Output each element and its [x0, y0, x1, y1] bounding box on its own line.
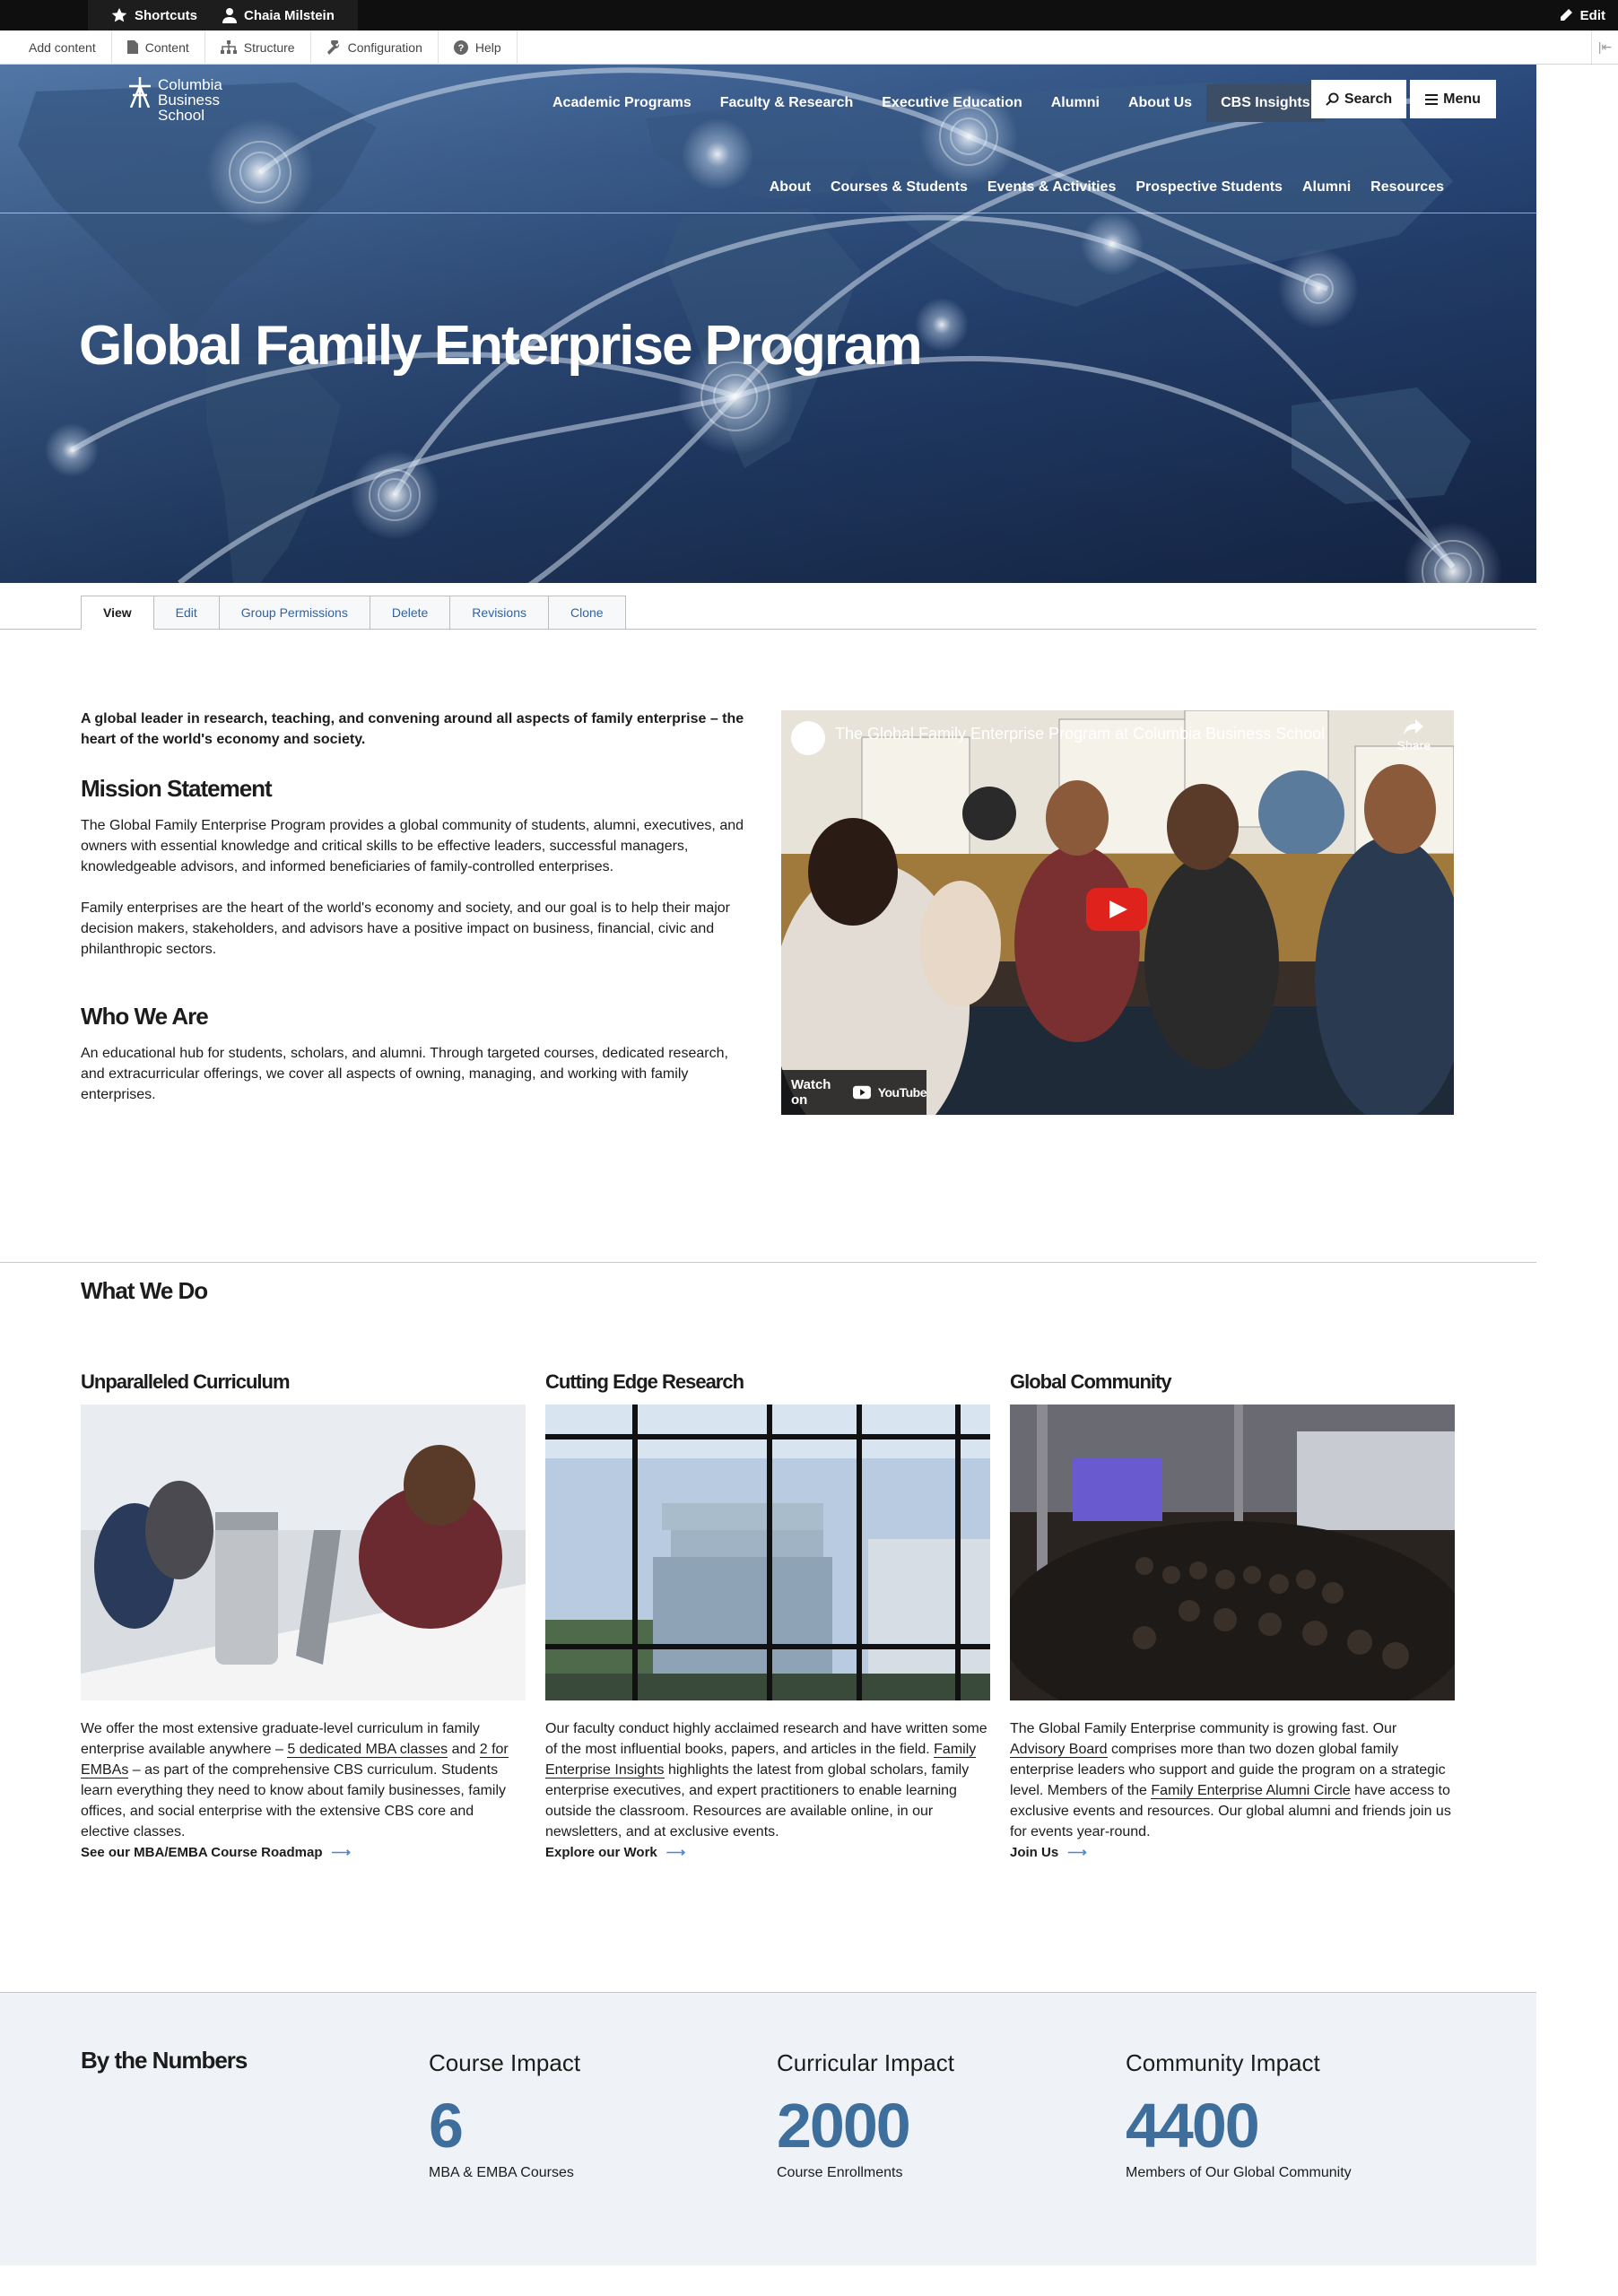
search-icon — [1326, 92, 1339, 106]
share-label: Share — [1396, 738, 1431, 752]
collapse-icon: |⇤ — [1597, 39, 1613, 54]
edit-toggle[interactable] — [1559, 0, 1605, 30]
curriculum-text: We offer the most extensive graduate-level curriculum in family enterprise available anywhere – 5 dedicated MBA classes and 2 for EMBAs – as part of the comprehensive CBS curriculum. Students learn everything they need to know about family businesses, family offices, and social enterprise with the extensive CBS core and elective classes. — [81, 1721, 509, 1839]
user-icon — [222, 7, 237, 23]
logo-line-2: Business — [158, 91, 220, 109]
tray-structure[interactable] — [205, 30, 311, 65]
stat-value: 6 — [429, 2091, 462, 2161]
nav-faculty-research[interactable]: Faculty & Research — [719, 95, 854, 110]
research-image — [545, 1405, 990, 1700]
stat-value: 4400 — [1126, 2091, 1258, 2161]
tray-label: Help — [474, 39, 501, 55]
youtube-video-embed[interactable] — [781, 710, 1454, 1115]
subnav-about[interactable]: About — [769, 179, 811, 195]
mba-classes-link[interactable]: 5 dedicated MBA classes — [287, 1742, 448, 1757]
advisory-board-link[interactable]: Advisory Board — [1010, 1742, 1108, 1757]
course-roadmap-link[interactable] — [81, 1844, 526, 1860]
by-the-numbers — [0, 1992, 1536, 2266]
nav-academic-programs[interactable]: Academic Programs — [552, 95, 692, 110]
cta-label: See our MBA/EMBA Course Roadmap — [81, 1844, 323, 1860]
explore-work-link[interactable] — [545, 1844, 990, 1860]
toolbar-tabs — [88, 0, 358, 30]
tray-content[interactable] — [112, 30, 205, 65]
stat-description: Course Enrollments — [777, 2165, 903, 2180]
nav-executive-education[interactable]: Executive Education — [882, 95, 1022, 110]
admin-tray — [0, 30, 1618, 65]
community-column — [1010, 1370, 1455, 1860]
who-we-are-heading: Who We Are — [81, 1003, 208, 1030]
user-tab[interactable] — [210, 0, 347, 30]
shortcuts-label: Shortcuts — [135, 7, 198, 23]
tab-clone[interactable]: Clone — [549, 596, 626, 630]
tray-help[interactable] — [439, 30, 518, 65]
stat-value: 2000 — [777, 2091, 909, 2161]
stat-label: Community Impact — [1126, 2049, 1320, 2076]
cta-label: Explore our Work — [545, 1844, 657, 1860]
section-subnav — [0, 167, 1536, 213]
arrow-right-icon: ⟶ — [665, 1845, 686, 1860]
local-tasks — [0, 596, 1536, 630]
subnav-courses-students[interactable]: Courses & Students — [830, 179, 968, 195]
tray-label: Content — [144, 39, 189, 55]
cta-label: Join Us — [1010, 1844, 1059, 1860]
svg-text:?: ? — [457, 42, 465, 54]
community-text: The Global Family Enterprise community is growing fast. Our Advisory Board comprises more than two dozen global family enterprise leaders who support and guide the program on a strategic level. Members of the Family Enterprise Alumni Circle have access to exclusive events and resources. Our global alumni and friends join us for events year-round. — [1010, 1721, 1451, 1839]
cbs-logo[interactable] — [127, 77, 222, 123]
logo-line-1: Columbia — [158, 76, 222, 93]
stat-course-impact — [429, 2049, 580, 2181]
stat-label: Course Impact — [429, 2049, 581, 2076]
help-icon — [454, 40, 468, 55]
arrow-right-icon: ⟶ — [331, 1845, 351, 1860]
share-button[interactable] — [1397, 719, 1431, 752]
arrow-right-icon: ⟶ — [1067, 1845, 1087, 1860]
numbers-heading: By the Numbers — [81, 2047, 248, 2074]
subnav-prospective-students[interactable]: Prospective Students — [1135, 179, 1283, 195]
section-divider — [0, 1262, 1536, 1263]
share-icon — [1404, 719, 1423, 735]
stat-label: Curricular Impact — [777, 2049, 954, 2076]
tab-edit[interactable]: Edit — [154, 596, 220, 630]
youtube-label: YouTube — [877, 1085, 926, 1100]
what-we-do-heading: What We Do — [81, 1277, 208, 1304]
page-title: Global Family Enterprise Program — [79, 315, 921, 377]
tab-revisions[interactable]: Revisions — [450, 596, 549, 630]
alumni-circle-link[interactable]: Family Enterprise Alumni Circle — [1151, 1783, 1351, 1798]
column-heading: Unparalleled Curriculum — [81, 1370, 290, 1393]
watch-on-youtube[interactable] — [781, 1070, 926, 1115]
document-icon — [127, 40, 138, 54]
stat-description: Members of Our Global Community — [1126, 2165, 1352, 2180]
mission-paragraph-1: The Global Family Enterprise Program provides a global community of students, alumni, executives, and owners with essential knowledge and critical skills to be effective leaders, successful managers, knowledgeable advisors, and informed beneficiaries of family-controlled enterprises. — [81, 818, 744, 874]
tray-label: Structure — [243, 39, 295, 55]
tray-label: Configuration — [347, 39, 422, 55]
search-label: Search — [1344, 91, 1393, 107]
curriculum-column — [81, 1370, 526, 1860]
play-button[interactable] — [1086, 888, 1147, 931]
crown-logo-icon — [127, 77, 152, 108]
hamburger-icon — [1425, 94, 1438, 105]
tray-orientation-toggle[interactable] — [1591, 30, 1618, 64]
admin-toolbar — [0, 0, 1618, 30]
subnav-events-activities[interactable]: Events & Activities — [987, 179, 1117, 195]
subnav-resources[interactable]: Resources — [1370, 179, 1444, 195]
user-name: Chaia Milstein — [244, 7, 335, 23]
logo-line-3: School — [158, 107, 204, 124]
tray-label: Add content — [29, 39, 96, 55]
join-us-link[interactable] — [1010, 1844, 1455, 1860]
wrench-icon — [326, 40, 341, 55]
stat-curricular-impact — [777, 2049, 954, 2181]
shortcuts-tab[interactable] — [99, 0, 210, 30]
tray-add-content[interactable] — [0, 30, 112, 65]
tray-configuration[interactable] — [311, 30, 439, 65]
column-heading: Global Community — [1010, 1370, 1171, 1393]
curriculum-image — [81, 1405, 526, 1700]
community-image — [1010, 1405, 1455, 1700]
intro-section — [81, 709, 755, 1126]
research-text: Our faculty conduct highly acclaimed research and have written some of the most influential books, papers, and articles in the field. Family Enterprise Insights highlights the latest from global scholars, family enterprise executives, and expert practitioners to enable learning outside the classroom. Resources are available online, in our newsletters, and at exclusive events. — [545, 1721, 987, 1839]
stat-community-impact — [1126, 2049, 1352, 2181]
watch-label: Watch on — [791, 1077, 831, 1108]
tab-group-permissions[interactable]: Group Permissions — [220, 596, 370, 630]
emba-link[interactable]: 2 for EMBAs — [81, 1742, 509, 1778]
edit-label: Edit — [1579, 7, 1605, 23]
mission-paragraph-2: Family enterprises are the heart of the world's economy and society, and our goal is to help their major decision makers, stakeholders, and advisors have a positive impact on business, financial, civic and philanthropic sectors. — [81, 900, 731, 957]
nav-cbs-insights[interactable]: CBS Insights — [1206, 84, 1325, 122]
video-title[interactable]: The Global Family Enterprise Program at Columbia Business School — [835, 725, 1326, 743]
subnav-alumni[interactable]: Alumni — [1301, 179, 1352, 195]
column-heading: Cutting Edge Research — [545, 1370, 744, 1393]
youtube-logo-icon — [853, 1085, 871, 1100]
who-we-are-paragraph: An educational hub for students, scholars, and alumni. Through targeted courses, dedicated research, and extracurricular offerings, we cover all aspects of owning, managing, and working with family enterprises. — [81, 1046, 728, 1102]
nav-alumni[interactable]: Alumni — [1050, 95, 1100, 110]
hero-banner — [0, 65, 1536, 583]
intro-lead: A global leader in research, teaching, and convening around all aspects of family enterprise – the heart of the world's economy and society. — [81, 711, 744, 747]
mission-heading: Mission Statement — [81, 775, 272, 802]
main-nav — [538, 84, 1325, 122]
sitemap-icon — [221, 40, 237, 54]
tab-view[interactable]: View — [81, 596, 154, 630]
nav-about-us[interactable]: About Us — [1127, 95, 1193, 110]
menu-label: Menu — [1443, 91, 1481, 107]
channel-avatar[interactable] — [791, 721, 825, 755]
star-icon — [111, 7, 127, 23]
research-column — [545, 1370, 990, 1860]
search-button[interactable] — [1311, 80, 1406, 118]
menu-button[interactable] — [1410, 80, 1496, 118]
pencil-icon — [1559, 8, 1573, 22]
stat-description: MBA & EMBA Courses — [429, 2165, 574, 2180]
family-enterprise-insights-link[interactable]: Family Enterprise Insights — [545, 1742, 977, 1778]
tab-delete[interactable]: Delete — [370, 596, 450, 630]
